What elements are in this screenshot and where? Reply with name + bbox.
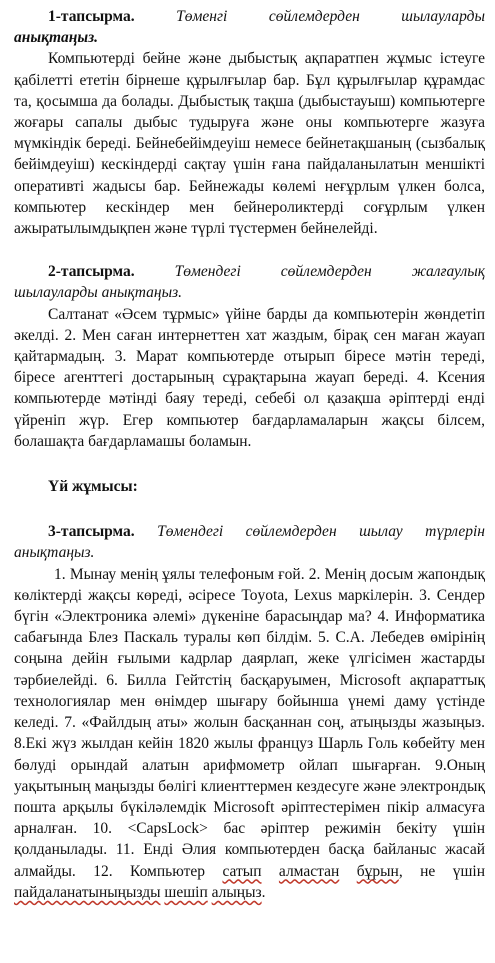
task-2 <box>14 261 485 452</box>
task-1-instruction-cont: анықтаңыз. <box>14 29 99 47</box>
task-3-instruction: Төмендегі сөйлемдерден шылау түрлерін <box>157 523 485 541</box>
task-2-heading <box>14 261 485 282</box>
task-3-number: 3-тапсырма. <box>48 523 135 541</box>
task-2-body: Салтанат «Әсем тұрмыс» үйіне барды да компьютерін жөндетіп әкелді. 2. Мен саған интернеттен хат жаздым, бірақ сен маған жауап қайтармадың. 3. Марат компьютерде отырып біресе мәтін тереді, біресе агенттегі достарының сұрақтарына жауап береді. 4. Ксения компьютерде мәтінді баяу тереді, себебі ол қазақша әріптерді енді үйреніп жүр. Егер компьютер бағдарламаларын жақсы білсем, болашақта бағдарламашы боламын. <box>14 305 485 450</box>
spellcheck-word-buryn: бұрын <box>356 862 399 880</box>
task-2-number: 2-тапсырма. <box>48 263 135 281</box>
task-3-body-mid: , не үшін <box>398 862 486 880</box>
task-1-heading <box>14 6 485 27</box>
task-1-number: 1-тапсырма. <box>48 8 135 25</box>
spellcheck-word-almastan: алмастан <box>278 862 340 880</box>
task-3 <box>14 521 485 903</box>
spellcheck-word-alynyz: алыңыз <box>211 883 262 901</box>
task-2-instruction-cont: шылауларды анықтаңыз. <box>14 284 183 302</box>
task-1 <box>14 6 485 239</box>
spellcheck-word-satyp: сатып <box>222 862 262 880</box>
task-3-body-end: . <box>261 883 266 901</box>
task-3-body-main: 1. Мынау менің ұялы телефоным ғой. 2. Менің досым жапондық көліктерді жақсы көреді, әсіресе Toyota, Lexus маркілерін. 3. Сендер бүгін «Электроника әлемі» дүкеніне барасыңдар ма? 4. Информатика сабағында Блез Паскаль туралы көп білдім. 5. С.А. Лебедев өмірінің соңына дейін ғылыми кадрлар даярлап, жеке үлгісімен жастарды тәрбиелейді. 6. Билла Гейтстің басқаруымен, Microsoft ақпараттық технологиялар мен өнімдер шығару бойынша үнемі даму үстінде келеді. 7. «Файлдың аты» жолын басқаннан соң, атыңызды жазыңыз. 8.Екі жүз жылдан кейін 1820 жылы француз Шарль Голь көбейту мен бөлуді орындай алатын арифмометр ойлап шығарған. 9.Оның уақытының маңызды бөлігі клиенттермен кездесуге және электрондық пошта арқылы бүкіләлемдік Microsoft әріптестерімен пікір алмасуға арналған. 10. <CapsLock> бас әріптер режимін бекіту үшін қолданылады. 11. Енді Әлия компьютерден басқа байланыс жасай алмайды. 12. Компьютер <box>14 565 485 880</box>
task-3-heading <box>14 521 485 542</box>
task-1-body: Компьютерді бейне және дыбыстық ақпаратпен жұмыс істеуге қабілетті ететін бірнеше құрылғылар бар. Бұл құрылғылар құрамдас та, қосымша да болады. Дыбыстық тақша (дыбыстауыш) компьютерге жоғары сапалы дыбыс тудыруға және оны компьютерге жазуға мүмкіндік береді. Бейнебейімдеуіш немесе бейнетақшаның (сызбалық бейімдеуіш) кескіндерді сақтау үшін ғана пайдаланылатын меншікті оперативті жадысы бар. Бейнежады көлемі неғұрлым үлкен болса, компьютер кескіндер мен бейнероликтерді соғұрлым үлкен ажыратылымдықпен және түрлі түстермен бейнелейді. <box>14 50 485 238</box>
task-2-instruction: Төмендегі сөйлемдерден жалғаулық <box>174 263 486 281</box>
task-3-body <box>14 564 485 903</box>
spellcheck-word-paidalanatyn: пайдаланатыныңызды <box>14 883 161 901</box>
task-1-instruction: Төменгі сөйлемдерден шылауларды <box>176 8 486 25</box>
task-3-instruction-cont: анықтаңыз. <box>14 544 95 562</box>
homework-title: Үй жұмысы: <box>48 478 138 496</box>
spellcheck-word-sheship: шешіп <box>164 883 208 901</box>
